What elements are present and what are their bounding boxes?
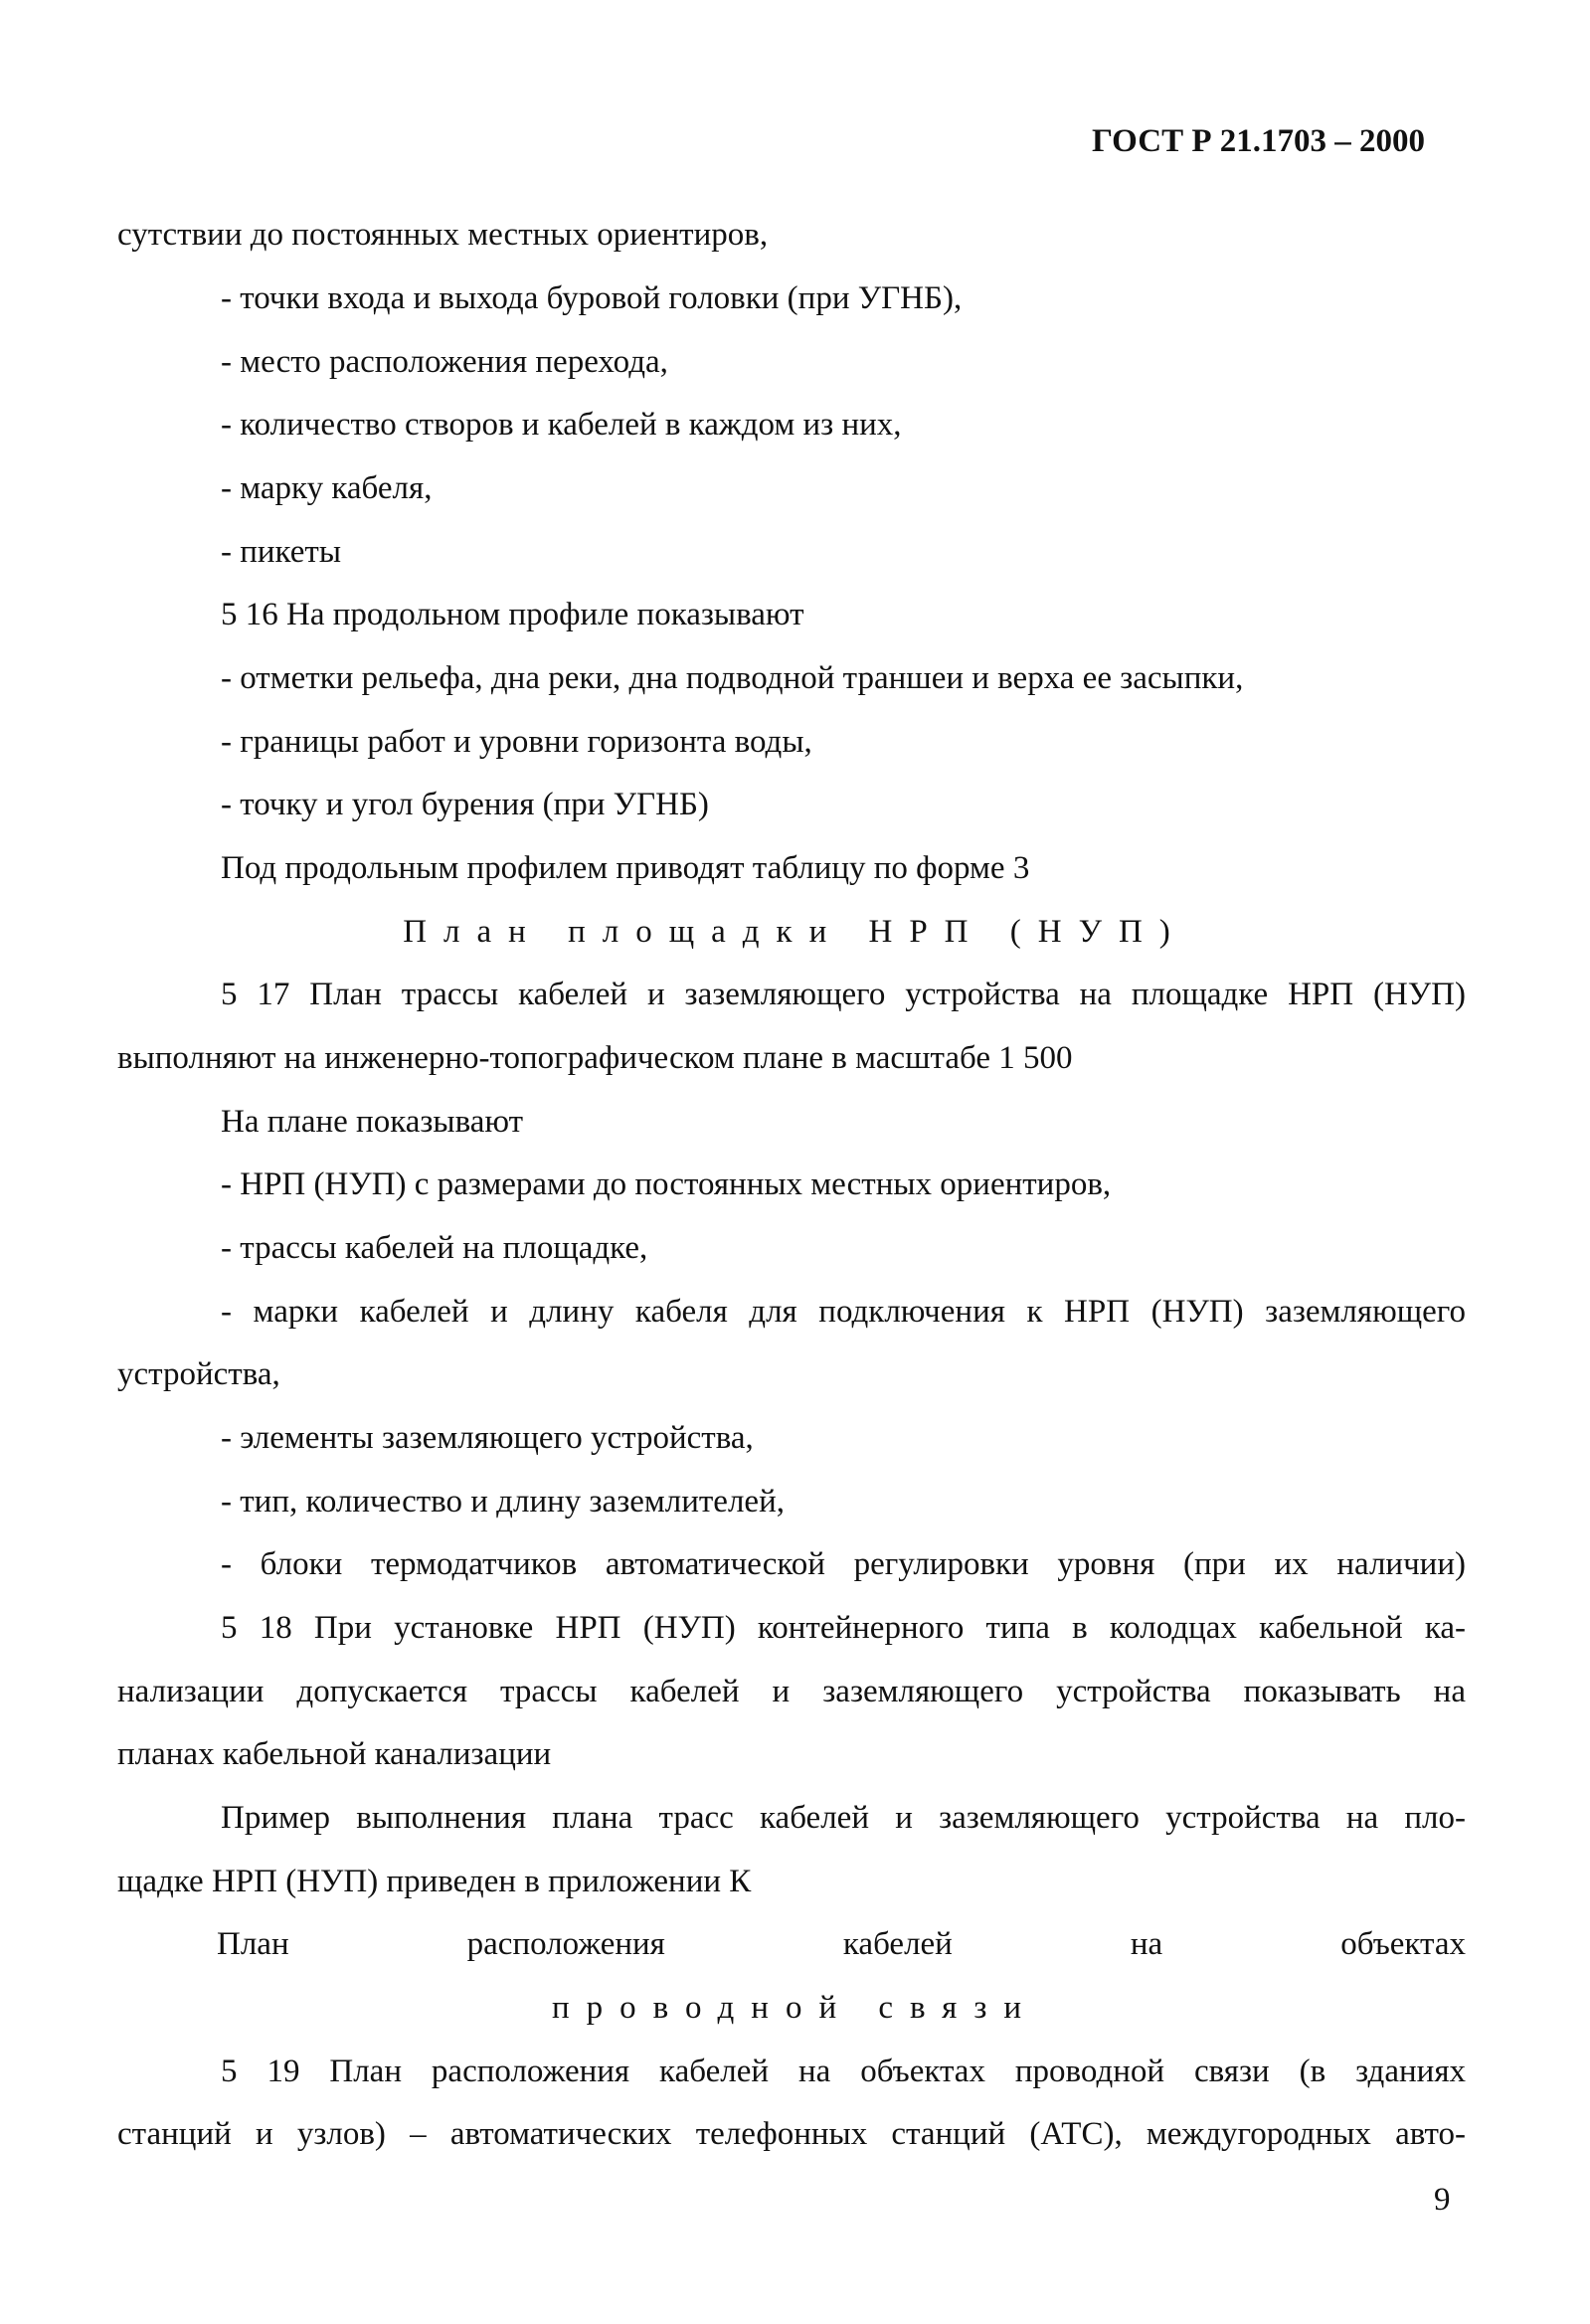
list-item: - границы работ и уровни горизонта воды, — [221, 724, 812, 760]
text-line: станций и узлов) – автоматических телефонных станций (АТС), междугородных авто- — [117, 2116, 1466, 2152]
text-line: выполняют на инженерно-топографическом плане в масштабе 1 500 — [117, 1040, 1073, 1076]
list-item: - марку кабеля, — [221, 470, 433, 506]
section-heading-cable-layout-line2: проводной связи — [551, 1990, 1039, 2026]
list-item: - НРП (НУП) с размерами до постоянных местных ориентиров, — [221, 1166, 1112, 1202]
list-item: - количество створов и кабелей в каждом из них, — [221, 407, 902, 443]
clause-5-16: 5 16 На продольном профиле показывают — [221, 597, 804, 632]
list-item: - тип, количество и длину заземлителей, — [221, 1484, 785, 1520]
list-item: - место расположения перехода, — [221, 344, 668, 380]
list-item: - пикеты — [221, 534, 342, 570]
section-heading-cable-layout-line1: План расположения кабелей на объектах — [217, 1926, 1466, 1962]
text-line: устройства, — [117, 1356, 280, 1392]
text-line: сутствии до постоянных местных ориентиров, — [117, 217, 769, 253]
list-item: - марки кабелей и длину кабеля для подключения к НРП (НУП) заземляющего — [221, 1294, 1466, 1330]
document-code-header: ГОСТ Р 21.1703 – 2000 — [1092, 123, 1425, 159]
text-line: Пример выполнения плана трасс кабелей и заземляющего устройства на пло- — [221, 1800, 1466, 1836]
list-item: - точки входа и выхода буровой головки (при УГНБ), — [221, 280, 963, 316]
section-heading-nrp-site-plan: План площадки НРП (НУП) — [403, 914, 1187, 950]
text-line: нализации допускается трассы кабелей и заземляющего устройства показывать на — [117, 1674, 1466, 1709]
list-item: - элементы заземляющего устройства, — [221, 1420, 754, 1456]
text-line: щадке НРП (НУП) приведен в приложении К — [117, 1864, 752, 1899]
clause-5-19: 5 19 План расположения кабелей на объектах проводной связи (в зданиях — [221, 2054, 1466, 2089]
text-line: На плане показывают — [221, 1104, 524, 1140]
text-line: планах кабельной канализации — [117, 1736, 552, 1772]
list-item: - трассы кабелей на площадке, — [221, 1230, 648, 1266]
text-line: Под продольным профилем приводят таблицу по форме 3 — [221, 850, 1030, 886]
clause-5-18: 5 18 При установке НРП (НУП) контейнерного типа в колодцах кабельной ка- — [221, 1610, 1466, 1646]
list-item: - точку и угол бурения (при УГНБ) — [221, 787, 709, 822]
list-item: - отметки рельефа, дна реки, дна подводной траншеи и верха ее засыпки, — [221, 660, 1244, 696]
clause-5-17: 5 17 План трассы кабелей и заземляющего устройства на площадке НРП (НУП) — [221, 977, 1466, 1012]
list-item: - блоки термодатчиков автоматической регулировки уровня (при их наличии) — [221, 1546, 1466, 1582]
page-number: 9 — [1434, 2182, 1451, 2218]
